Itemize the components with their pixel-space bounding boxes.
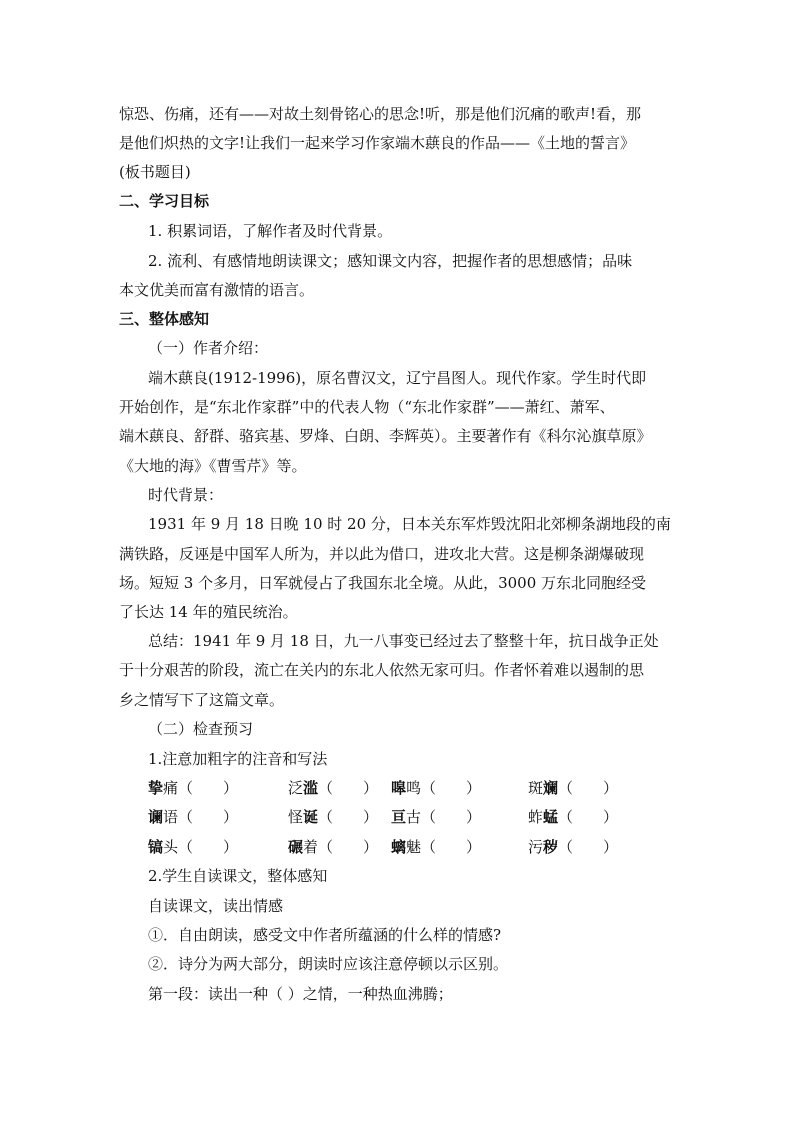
goal-1: 1. 积累词语，了解作者及时代背景。 [148, 222, 393, 240]
author-line-1: 端木蕻良(1912-1996)，原名曹汉文，辽宁昌图人。现代作家。学生时代即 [148, 369, 647, 387]
vocab-item: 亘古（ ） [391, 808, 482, 826]
reading-part-1: 第一段：读出一种（ ）之情，一种热血沸腾； [148, 985, 453, 1003]
vocab-item: 泛滥（ ） [288, 779, 379, 797]
vocab-item: 镐头（ ） [148, 838, 239, 856]
vocab-item: 蚱蜢（ ） [528, 808, 619, 826]
summary-line-1: 总结：1941 年 9 月 18 日，九一八事变已经过去了整整十年，抗日战争正处 [148, 632, 659, 650]
section-heading-overview: 三、整体感知 [119, 310, 210, 328]
vocab-item: 螭魅（ ） [391, 838, 482, 856]
section-heading-goals: 二、学习目标 [119, 192, 210, 210]
intro-line-2: 是他们炽热的文字!让我们一起来学习作家端木蕻良的作品——《土地的誓言》 [119, 134, 636, 152]
intro-line-1: 惊恐、伤痛，还有——对故土刻骨铭心的思念!听，那是他们沉痛的歌声!看，那 [119, 105, 642, 123]
background-line-1: 1931 年 9 月 18 日晚 10 时 20 分，日本关东军炸毁沈阳北郊柳条湖地段的南 [148, 515, 671, 533]
reading-step-2: ②．诗分为两大部分，朗读时应该注意停顿以示区别。 [148, 955, 509, 973]
background-title: 时代背景： [148, 486, 224, 504]
summary-line-3: 乡之情写下了这篇文章。 [119, 691, 285, 709]
reading-step-1: ①．自由朗读，感受文中作者所蕴涵的什么样的情感? [148, 926, 502, 944]
vocab-item: 怪诞（ ） [288, 808, 379, 826]
vocab-item: 谰语（ ） [148, 808, 239, 826]
author-line-4: 《大地的海》《曹雪芹》等。 [119, 457, 307, 475]
vocab-item: 嗥鸣（ ） [391, 779, 482, 797]
vocab-item: 挚痛（ ） [148, 779, 239, 797]
author-line-3: 端木蕻良、舒群、骆宾基、罗烽、白朗、李辉英）。主要著作有《科尔沁旗草原》 [119, 427, 652, 445]
vocab-item: 污秽（ ） [528, 838, 619, 856]
background-line-2: 满铁路，反诬是中国军人所为，并以此为借口，进攻北大营。这是柳条湖爆破现 [119, 545, 645, 563]
intro-line-3: (板书题目) [119, 163, 191, 181]
subheading-author: （一）作者介绍： [148, 339, 269, 357]
author-line-2: 开始创作，是“东北作家群”中的代表人物（“东北作家群”——萧红、萧军、 [119, 398, 615, 416]
goal-2-line-1: 2. 流利、有感情地朗读课文；感知课文内容，把握作者的思想感情；品味 [148, 252, 633, 270]
goal-2-line-2: 本文优美而富有激情的语言。 [119, 281, 315, 299]
preview-item-1: 1.注意加粗字的注音和写法 [148, 750, 328, 768]
vocab-item: 斑斓（ ） [528, 779, 619, 797]
background-line-4: 了长达 14 年的殖民统治。 [119, 603, 298, 621]
summary-line-2: 于十分艰苦的阶段，流亡在关内的东北人依然无家可归。作者怀着难以遏制的思 [119, 661, 645, 679]
background-line-3: 场。短短 3 个多月，日军就侵占了我国东北全境。从此，3000 万东北同胞经受 [119, 574, 647, 592]
vocab-item: 碾着（ ） [288, 838, 379, 856]
preview-item-2: 2.学生自读课文，整体感知 [148, 867, 328, 885]
reading-intro: 自读课文，读出情感 [148, 897, 284, 915]
subheading-preview: （二）检查预习 [148, 720, 254, 738]
